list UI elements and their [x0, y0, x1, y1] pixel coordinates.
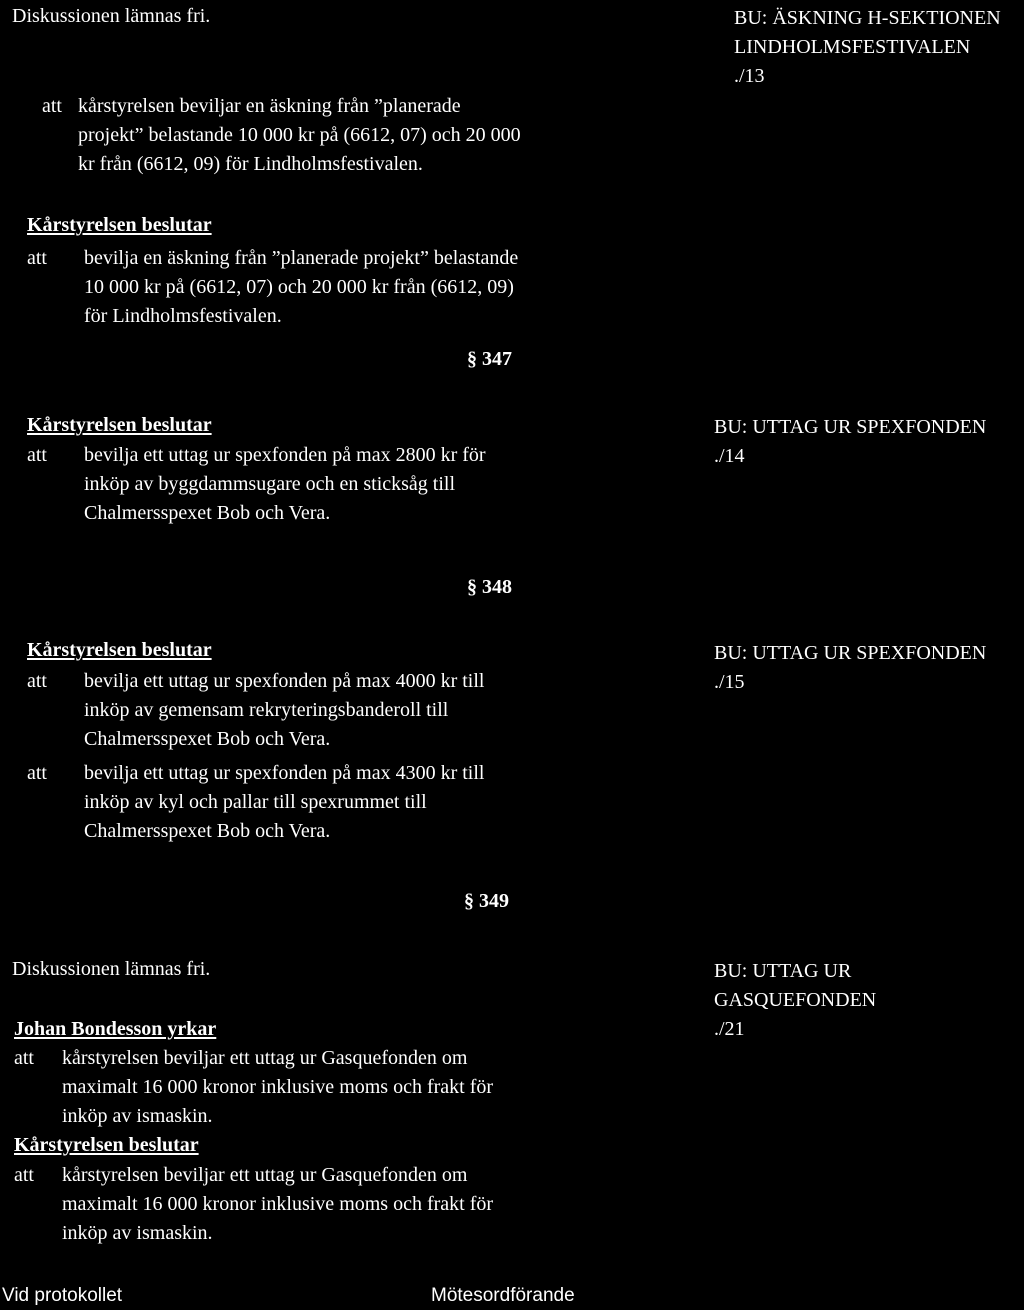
text-line: inköp av gemensam rekryteringsbanderoll till: [84, 699, 449, 721]
side-line: BU: UTTAG UR SPEXFONDEN: [714, 416, 987, 438]
side-line: BU: UTTAG UR SPEXFONDEN: [714, 642, 987, 664]
text-line: bevilja ett uttag ur spexfonden på max 2800 kr för: [84, 444, 486, 466]
att-text: [84, 759, 484, 846]
discussion-text: Diskussionen lämnas fri.: [12, 5, 211, 27]
side-line: ./14: [714, 445, 745, 467]
text-line: inköp av ismaskin.: [62, 1222, 213, 1244]
side-line: ./21: [714, 1018, 745, 1040]
side-line: GASQUEFONDEN: [714, 989, 877, 1011]
text-line: Chalmersspexet Bob och Vera.: [84, 728, 331, 750]
att-text: [78, 92, 521, 179]
decision-heading: Kårstyrelsen beslutar: [27, 414, 212, 436]
text-line: 10 000 kr på (6612, 07) och 20 000 kr från (6612, 09): [84, 276, 514, 298]
text-line: bevilja ett uttag ur spexfonden på max 4300 kr till: [84, 762, 485, 784]
att-text: [62, 1044, 493, 1131]
side-reference-15: [714, 639, 986, 697]
text-line: bevilja ett uttag ur spexfonden på max 4000 kr till: [84, 670, 485, 692]
text-line: Chalmersspexet Bob och Vera.: [84, 820, 331, 842]
section-number: § 347: [467, 348, 512, 370]
text-line: bevilja en äskning från ”planerade projekt” belastande: [84, 247, 519, 269]
att-word: att: [14, 1164, 34, 1186]
decision-heading: Kårstyrelsen beslutar: [14, 1134, 199, 1156]
att-word: att: [27, 444, 47, 466]
decision-heading: Kårstyrelsen beslutar: [27, 639, 212, 661]
text-line: maximalt 16 000 kronor inklusive moms och frakt för: [62, 1193, 494, 1215]
side-line: BU: ÄSKNING H-SEKTIONEN: [734, 7, 1001, 29]
side-line: LINDHOLMSFESTIVALEN: [734, 36, 971, 58]
att-word: att: [27, 762, 47, 784]
section-number: § 349: [464, 890, 509, 912]
att-word: att: [14, 1047, 34, 1069]
section-number: § 348: [467, 576, 512, 598]
att-text: [84, 667, 484, 754]
side-reference-13: [734, 4, 1001, 91]
text-line: kårstyrelsen beviljar ett uttag ur Gasquefonden om: [62, 1164, 468, 1186]
text-line: för Lindholmsfestivalen.: [84, 305, 282, 327]
att-text: [84, 441, 486, 528]
side-line: ./13: [734, 65, 765, 87]
side-reference-14: [714, 413, 986, 471]
text-line: inköp av ismaskin.: [62, 1105, 213, 1127]
side-reference-21: [714, 957, 876, 1044]
text-line: inköp av kyl och pallar till spexrummet till: [84, 791, 427, 813]
text-line: kårstyrelsen beviljar ett uttag ur Gasquefonden om: [62, 1047, 468, 1069]
text-line: maximalt 16 000 kronor inklusive moms och frakt för: [62, 1076, 494, 1098]
text-line: kr från (6612, 09) för Lindholmsfestivalen.: [78, 153, 423, 175]
att-text: [62, 1161, 493, 1248]
motion-heading: Johan Bondesson yrkar: [14, 1018, 217, 1040]
decision-heading: Kårstyrelsen beslutar: [27, 214, 212, 236]
att-word: att: [42, 95, 62, 117]
att-word: att: [27, 247, 47, 269]
side-line: ./15: [714, 671, 745, 693]
side-line: BU: UTTAG UR: [714, 960, 852, 982]
footer-right-label: Mötesordförande: [431, 1285, 575, 1306]
footer-left-label: Vid protokollet: [2, 1285, 123, 1306]
text-line: kårstyrelsen beviljar en äskning från ”planerade: [78, 95, 461, 117]
att-word: att: [27, 670, 47, 692]
text-line: projekt” belastande 10 000 kr på (6612, 07) och 20 000: [78, 124, 521, 146]
text-line: Chalmersspexet Bob och Vera.: [84, 502, 331, 524]
att-text: [84, 244, 518, 331]
text-line: inköp av byggdammsugare och en sticksåg till: [84, 473, 456, 495]
discussion-text: Diskussionen lämnas fri.: [12, 958, 211, 980]
